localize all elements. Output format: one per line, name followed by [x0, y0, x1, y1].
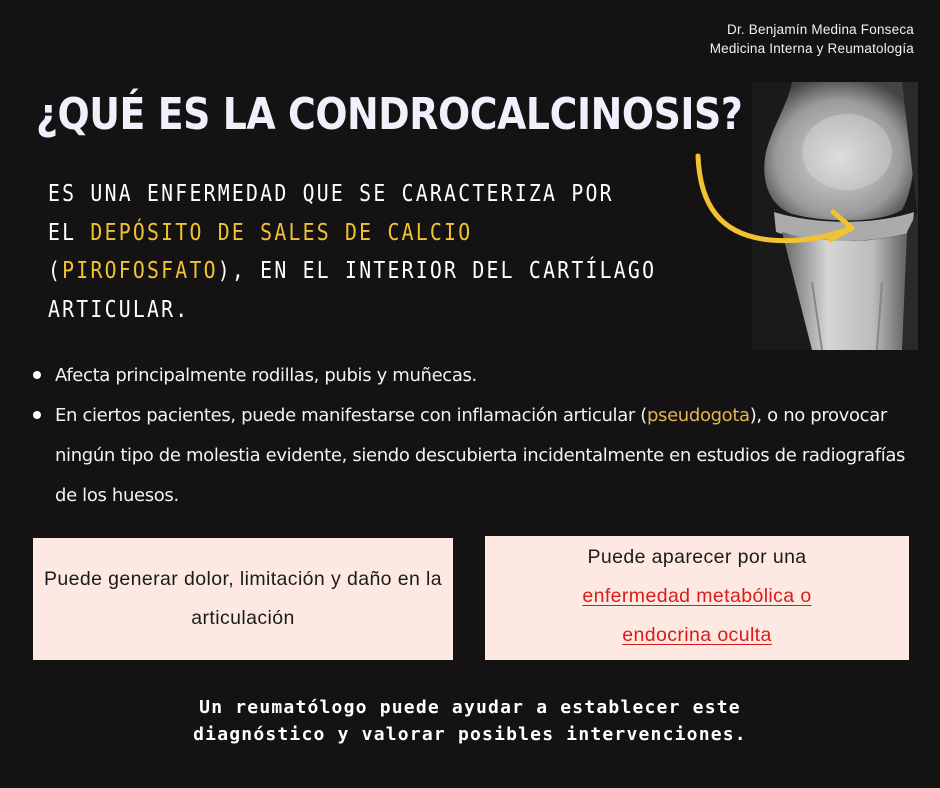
consequences-card [33, 538, 453, 660]
key-facts-list [30, 356, 910, 516]
definition-paragraph [48, 175, 657, 329]
fact-manifestation-start: En ciertos pacientes, puede manifestarse con inflamación articular ( [55, 405, 647, 426]
footer-line-1: Un reumatólogo puede ayudar a establecer este [199, 697, 741, 718]
author-credit [710, 20, 914, 58]
causes-text: Puede aparecer por una [587, 546, 807, 568]
definition-line-3 [48, 252, 657, 291]
list-item [30, 356, 910, 396]
list-item [30, 396, 910, 516]
pyrophosphate-highlight: PIROFOSFATO [62, 258, 218, 284]
metabolic-disease-link[interactable]: enfermedad metabólica o endocrina oculta [582, 585, 812, 646]
definition-line-4: ARTICULAR. [48, 296, 190, 323]
calcium-deposit-highlight: DEPÓSITO DE SALES DE CALCIO [90, 219, 473, 246]
definition-line-3-rest: ), EN EL INTERIOR DEL CARTÍLAGO [217, 258, 657, 284]
definition-line-2-prefix: EL [48, 219, 91, 246]
author-name: Dr. Benjamín Medina Fonseca [727, 22, 914, 37]
fact-affected-joints: Afecta principalmente rodillas, pubis y muñecas. [55, 365, 477, 386]
fact-manifestation-end: ), o no provocar ningún tipo de molestia evidente, siendo descubierta incidentalmente en estudios de radiografías de los huesos. [55, 405, 906, 506]
definition-line-1: ES UNA ENFERMEDAD QUE SE CARACTERIZA POR [48, 181, 614, 207]
fact-manifestation [55, 405, 905, 506]
definition-open-paren: ( [48, 258, 63, 284]
pseudogout-highlight: pseudogota [646, 405, 750, 426]
definition-line-2 [48, 214, 598, 253]
footer-line-2: diagnóstico y valorar posibles intervenciones. [193, 724, 747, 745]
causes-card [485, 536, 909, 660]
page-title: ¿QUÉ ES LA CONDROCALCINOSIS? [36, 89, 743, 140]
footer-message [0, 694, 940, 748]
consequences-text: Puede generar dolor, limitación y daño en la articulación [43, 568, 443, 629]
curved-arrow-icon [690, 150, 870, 260]
author-specialty: Medicina Interna y Reumatología [709, 41, 914, 56]
